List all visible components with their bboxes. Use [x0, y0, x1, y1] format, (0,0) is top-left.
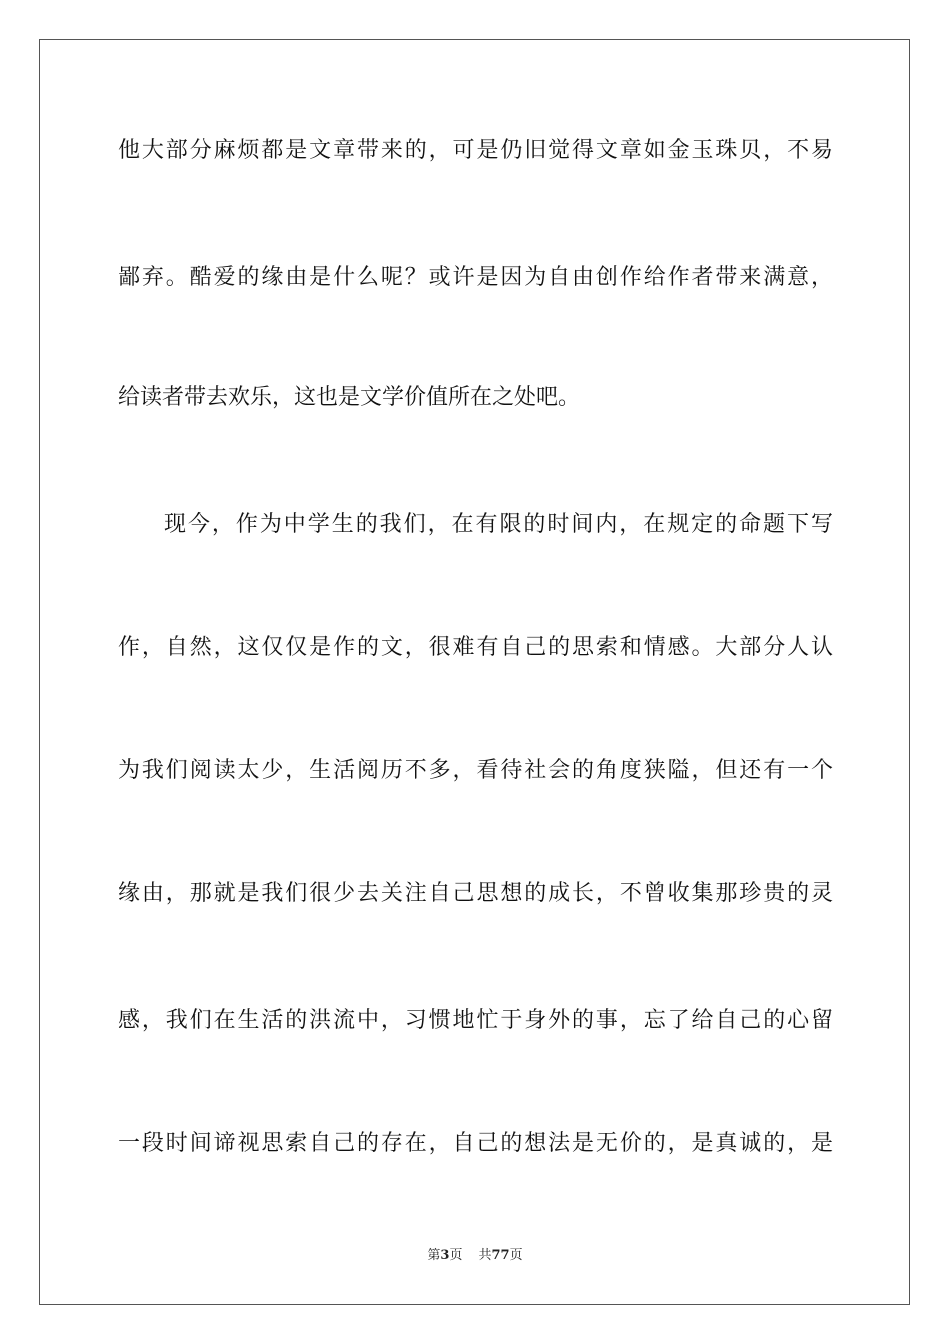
paragraph-1-line-2: 鄙弃。酷爱的缘由是什么呢？或许是因为自由创作给作者带来满意， [118, 265, 833, 290]
page-border [39, 39, 910, 1305]
footer-total-prefix: 共 [478, 1248, 492, 1263]
footer-total-pages: 77 [491, 1248, 510, 1263]
footer-total-suffix: 页 [509, 1248, 523, 1263]
page-footer [0, 1247, 950, 1265]
paragraph-1-line-1: 他大部分麻烦都是文章带来的，可是仍旧觉得文章如金玉珠贝，不易 [118, 138, 833, 163]
paragraph-2-line-5: 感，我们在生活的洪流中，习惯地忙于身外的事，忘了给自己的心留 [118, 1008, 833, 1033]
footer-page-suffix: 页 [449, 1248, 463, 1263]
footer-page-prefix: 第 [427, 1248, 441, 1263]
paragraph-1-line-3: 给读者带去欢乐，这也是文学价值所在之处吧。 [118, 385, 581, 410]
paragraph-2-line-1: 现今，作为中学生的我们，在有限的时间内，在规定的命题下写 [164, 512, 833, 537]
paragraph-2-line-3: 为我们阅读太少，生活阅历不多，看待社会的角度狭隘，但还有一个 [118, 758, 833, 783]
footer-page-number: 3 [440, 1248, 450, 1263]
paragraph-2-line-6: 一段时间谛视思索自己的存在，自己的想法是无价的，是真诚的，是 [118, 1131, 833, 1156]
paragraph-2-line-4: 缘由，那就是我们很少去关注自己思想的成长，不曾收集那珍贵的灵 [118, 881, 833, 906]
paragraph-2-line-2: 作，自然，这仅仅是作的文，很难有自己的思索和情感。大部分人认 [118, 635, 833, 660]
